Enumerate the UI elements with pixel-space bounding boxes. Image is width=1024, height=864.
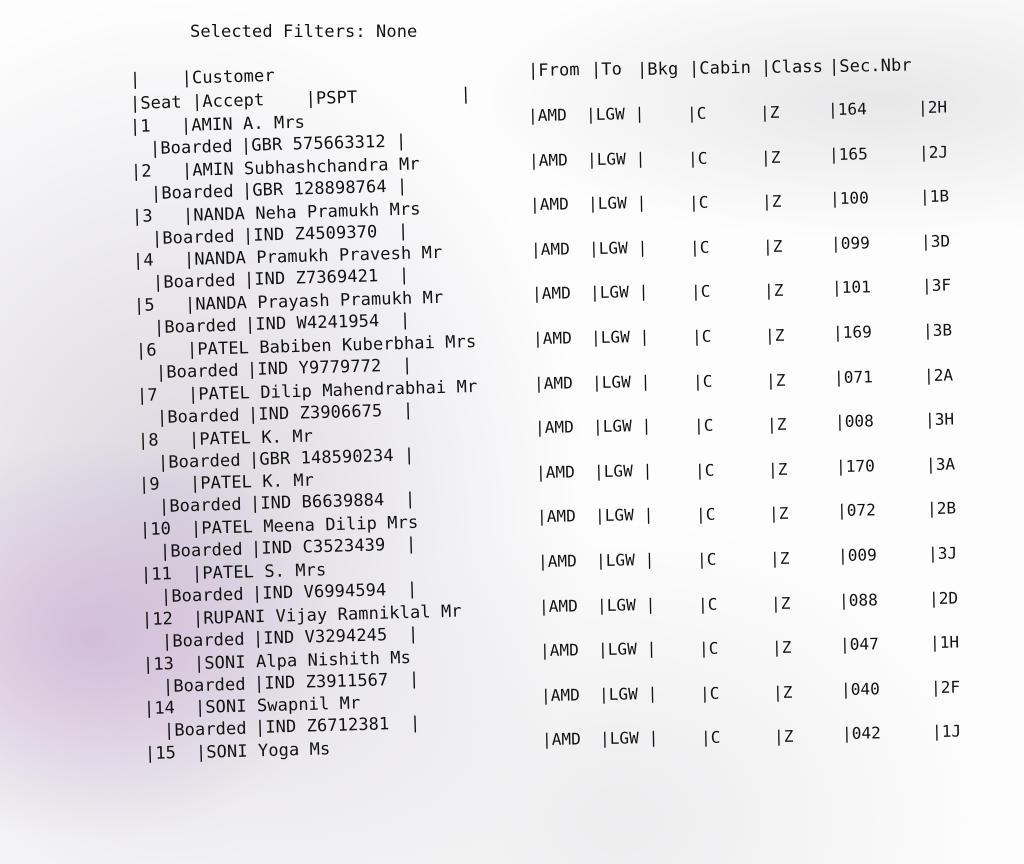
sequence-number: |099 [830, 233, 871, 253]
passport-number: |GBR 148590234 | [248, 444, 415, 470]
to-airport: |LGW | [596, 594, 656, 615]
accept-status: |Boarded [153, 271, 237, 294]
cabin-code: |C [699, 683, 720, 703]
seat-number: |14 [144, 698, 176, 720]
seat-code: |3A [925, 454, 956, 474]
cabin-code: |C [687, 148, 708, 168]
class-code: |Z [766, 414, 787, 435]
cabin-code: |C [686, 103, 707, 123]
passport-number: |GBR 128898764 | [241, 176, 408, 201]
accept-status: |Boarded [159, 539, 243, 563]
from-airport: |AMD [541, 729, 582, 750]
passport-number: |IND C3523439 | [250, 534, 417, 560]
to-airport: |LGW | [598, 683, 658, 704]
sequence-number: |047 [839, 634, 880, 655]
seat-number: |12 [141, 608, 174, 630]
class-code: |Z [765, 370, 786, 390]
header-to: |To [590, 59, 623, 80]
sequence-number: |101 [831, 277, 872, 298]
accept-status: |Boarded [164, 719, 248, 742]
class-code: |Z [762, 236, 783, 256]
to-airport: |LGW | [595, 549, 655, 570]
sequence-number: |100 [829, 188, 870, 209]
cabin-code: |C [698, 638, 719, 659]
from-airport: |AMD [540, 685, 581, 705]
sequence-number: |072 [836, 500, 877, 521]
left-header-line-1: | |Customer [129, 65, 275, 90]
class-code: |Z [764, 325, 785, 345]
seat-number: |10 [139, 519, 172, 541]
sequence-number: |170 [835, 456, 876, 476]
header-from: |From [527, 60, 580, 81]
seat-code: |2B [926, 498, 957, 519]
to-airport: |LGW | [591, 371, 651, 392]
customer-name: |NANDA Prayash Pramukh Mr [185, 287, 444, 316]
seat-number: |5 [134, 295, 156, 317]
accept-status: |Boarded [155, 360, 239, 383]
seat-code: |3H [924, 409, 955, 430]
passport-number: |GBR 575663312 | [240, 131, 407, 156]
header-class: |Class [760, 56, 824, 78]
class-code: |Z [763, 281, 784, 301]
from-airport: |AMD [535, 462, 576, 482]
accept-status: |Boarded [162, 674, 247, 697]
passport-number: |IND Y9779772 | [246, 355, 413, 380]
from-airport: |AMD [539, 640, 580, 661]
customer-name: |SONI Alpa Nishith Ms [193, 647, 412, 674]
customer-name: |NANDA Pramukh Pravesh Mr [184, 243, 443, 271]
to-airport: |LGW | [590, 326, 650, 347]
from-airport: |AMD [529, 194, 570, 215]
class-code: |Z [771, 637, 792, 658]
cabin-code: |C [692, 371, 713, 391]
from-airport: |AMD [537, 551, 578, 571]
customer-name: |PATEL K. Mr [189, 470, 315, 495]
customer-name: |PATEL Babiben Kuberbhai Mrs [186, 331, 477, 360]
accept-status: |Boarded [157, 450, 241, 473]
seat-number: |1 [129, 116, 151, 137]
seat-number: |6 [135, 340, 157, 361]
customer-name: |PATEL Meena Dilip Mrs [190, 512, 419, 540]
sequence-number: |008 [834, 411, 875, 432]
seat-number: |3 [131, 206, 154, 227]
passport-number: |IND Z6712381 | [255, 713, 421, 739]
to-airport: |LGW | [587, 193, 647, 214]
seat-code: |2A [923, 365, 954, 385]
to-airport: |LGW | [597, 639, 657, 660]
seat-number: |15 [145, 743, 177, 765]
accept-status: |Boarded [154, 315, 238, 339]
header-cabin: |Cabin [688, 57, 752, 79]
from-airport: |AMD [530, 239, 571, 259]
customer-name: |AMIN Subhashchandra Mr [181, 154, 420, 181]
accept-status: |Boarded [160, 584, 244, 607]
passport-number: |IND Z7369421 | [244, 265, 410, 291]
header-sec-nbr: |Sec.Nbr [828, 55, 912, 77]
cabin-code: |C [688, 192, 709, 213]
sequence-number: |165 [828, 143, 869, 164]
seat-number: |11 [140, 564, 173, 585]
cabin-code: |C [700, 728, 721, 748]
seat-code: |1H [929, 632, 960, 653]
seat-code: |2F [930, 677, 961, 697]
cabin-code: |C [694, 460, 715, 480]
to-airport: |LGW | [585, 103, 645, 124]
cabin-code: |C [693, 415, 714, 436]
accept-status: |Boarded [151, 226, 236, 249]
seat-code: |3J [927, 543, 958, 563]
sequence-number: |040 [840, 679, 881, 699]
passport-number: |IND W4241954 | [245, 310, 411, 336]
passport-number: |IND Z3906675 | [247, 400, 414, 425]
passport-number: |IND Z3911567 | [253, 668, 420, 694]
class-code: |Z [772, 682, 793, 702]
customer-name: |PATEL K. Mr [188, 426, 313, 450]
accept-status: |Boarded [156, 405, 240, 428]
selected-filters-line: Selected Filters: None [190, 22, 418, 42]
customer-name: |PATEL Dilip Mahendrabhai Mr [187, 376, 478, 405]
from-airport: |AMD [538, 595, 579, 616]
class-code: |Z [770, 593, 791, 613]
seat-number: |4 [133, 250, 155, 272]
seat-code: |2H [917, 97, 948, 117]
class-code: |Z [768, 504, 789, 524]
from-airport: |AMD [531, 283, 572, 304]
to-airport: |LGW | [588, 237, 648, 258]
to-airport: |LGW | [593, 460, 653, 481]
sequence-number: |042 [841, 723, 882, 744]
seat-number: |8 [137, 430, 159, 451]
class-code: |Z [773, 727, 794, 747]
class-code: |Z [759, 102, 780, 122]
seat-code: |1J [931, 721, 962, 742]
to-airport: |LGW | [592, 416, 652, 437]
passport-number: |IND V3294245 | [252, 624, 419, 649]
accept-status: |Boarded [161, 629, 246, 652]
seat-code: |2D [928, 588, 959, 608]
sequence-number: |071 [833, 366, 874, 387]
customer-name: |SONI Swapnil Mr [195, 693, 361, 719]
class-code: |Z [761, 191, 782, 212]
cabin-code: |C [697, 594, 718, 614]
left-header-line-2: |Seat |Accept |PSPT | [129, 84, 472, 114]
header-bkg: |Bkg [636, 59, 679, 80]
from-airport: |AMD [533, 372, 574, 393]
to-airport: |LGW | [599, 728, 659, 749]
seat-number: |13 [142, 653, 175, 675]
sequence-number: |164 [827, 99, 868, 119]
from-airport: |AMD [532, 328, 573, 348]
class-code: |Z [767, 459, 788, 479]
cabin-code: |C [689, 237, 710, 257]
from-airport: |AMD [528, 149, 569, 170]
to-airport: |LGW | [594, 505, 654, 526]
accept-status: |Boarded [150, 181, 235, 204]
from-airport: |AMD [534, 417, 575, 438]
passport-number: |IND B6639884 | [249, 489, 416, 515]
seat-number: |2 [130, 161, 153, 182]
seat-code: |3D [920, 231, 951, 251]
customer-name: |SONI Yoga Ms [196, 739, 331, 764]
seat-code: |3B [922, 320, 953, 340]
customer-name: |NANDA Neha Pramukh Mrs [182, 198, 422, 226]
seat-code: |1B [919, 186, 950, 207]
cabin-code: |C [695, 505, 716, 525]
from-airport: |AMD [527, 105, 568, 125]
cabin-code: |C [691, 326, 712, 346]
accept-status: |Boarded [149, 136, 233, 159]
customer-name: |AMIN A. Mrs [180, 112, 306, 136]
seat-number: |7 [136, 385, 158, 406]
class-code: |Z [760, 147, 781, 167]
seat-code: |3F [921, 275, 952, 296]
passport-number: |IND Z4509370 | [242, 220, 409, 246]
customer-name: |RUPANI Vijay Ramniklal Mr [192, 601, 462, 629]
cabin-code: |C [696, 549, 717, 569]
accept-status: |Boarded [158, 495, 242, 518]
to-airport: |LGW | [589, 282, 649, 303]
sequence-number: |088 [838, 589, 879, 610]
seat-code: |2J [918, 142, 949, 162]
passport-number: |IND V6994594 | [251, 579, 418, 604]
customer-name: |PATEL S. Mrs [191, 560, 327, 584]
to-airport: |LGW | [586, 148, 646, 169]
from-airport: |AMD [536, 506, 577, 527]
class-code: |Z [769, 548, 790, 568]
sequence-number: |169 [832, 322, 873, 342]
sequence-number: |009 [837, 545, 878, 565]
seat-number: |9 [138, 474, 160, 496]
cabin-code: |C [690, 282, 711, 302]
